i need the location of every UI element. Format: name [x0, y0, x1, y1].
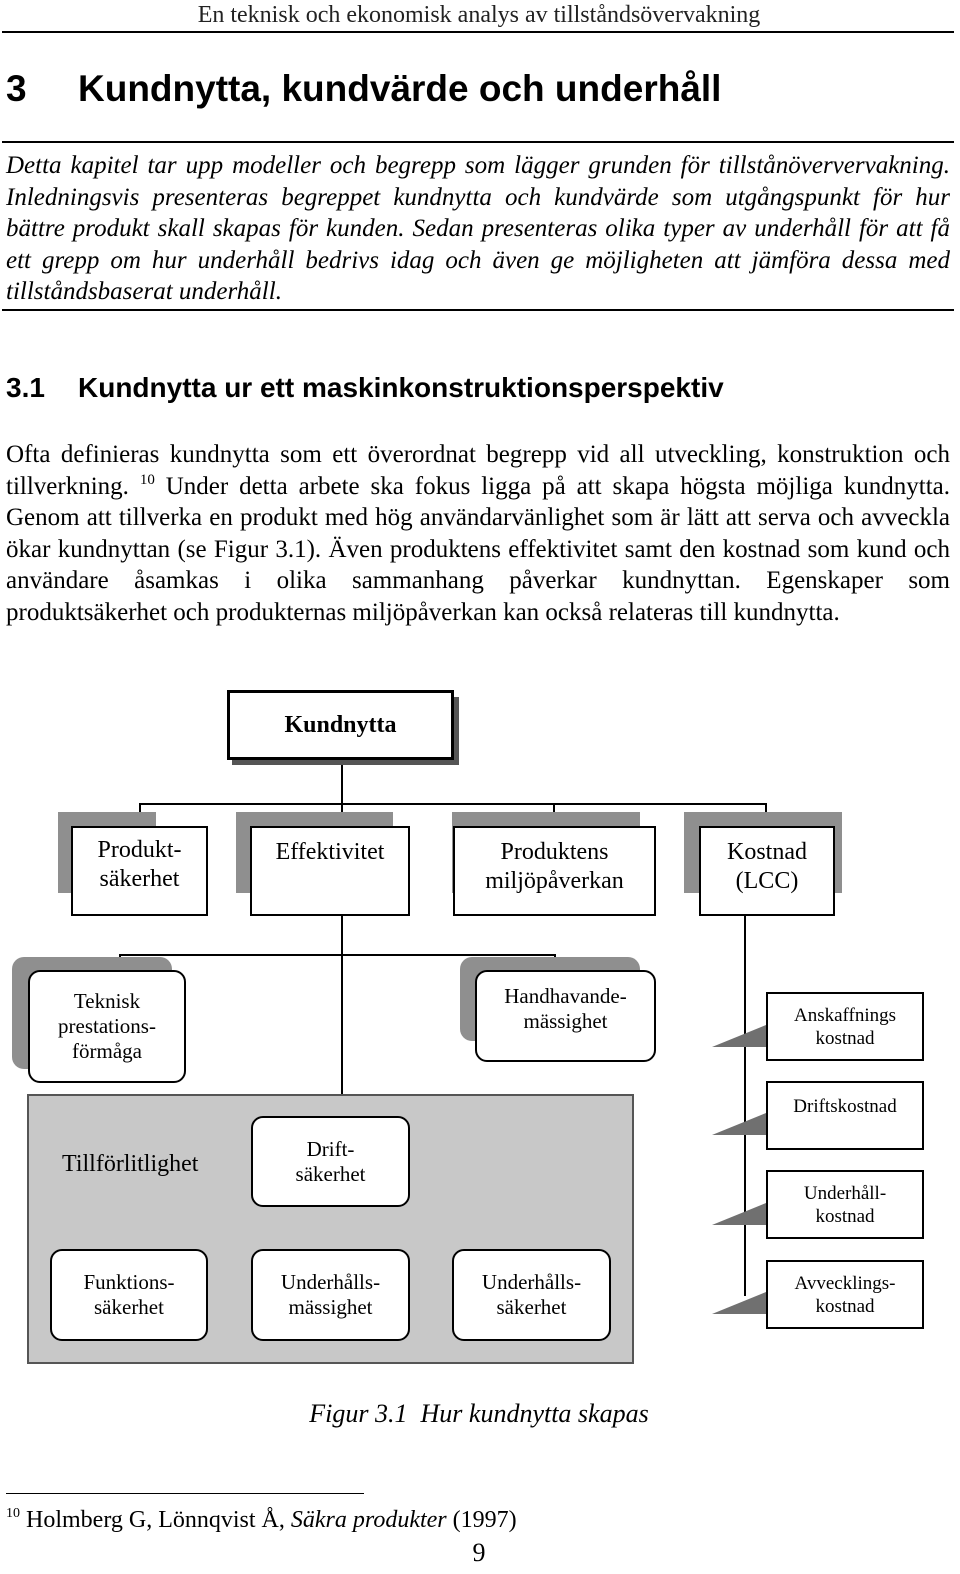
footnote-authors: Holmberg G, Lönnqvist Å, [26, 1507, 291, 1533]
figure-caption: Figur 3.1 Hur kundnytta skapas [309, 1399, 649, 1428]
running-header: En teknisk och ekonomisk analys av tillståndsövervakning [197, 2, 761, 28]
produktsakerhet-line1: Produkt- [97, 837, 182, 863]
underhallkostnad-line1: Underhåll- [803, 1182, 887, 1204]
footnote-number: 10 [6, 1506, 20, 1521]
chapter-number: 3 [6, 68, 27, 109]
footnote-rule [6, 1493, 364, 1494]
handhavande-line1: Handhavande- [504, 984, 627, 1008]
intro-bottom-rule [2, 309, 954, 311]
teknisk-line2: prestations- [58, 1014, 156, 1038]
footnote-ref: 10 [139, 471, 155, 488]
miljo-line1: Produktens [500, 839, 609, 865]
uhsakerhet-line1: Underhålls- [481, 1270, 582, 1294]
footnote-title: Säkra produkter [290, 1507, 447, 1533]
root-label: Kundnytta [284, 711, 397, 738]
teknisk-line1: Teknisk [73, 989, 141, 1013]
anskaffning-line2: kostnad [815, 1027, 875, 1049]
box-produktsakerhet [71, 826, 208, 916]
connector-cost-vertical [744, 916, 746, 1296]
drift-line1: Drift- [306, 1136, 355, 1161]
intro-paragraph: Detta kapitel tar upp modeller och begrepp som lägger grunden för tillstånöververvakning. Inledningsvis presenteras begreppet kundnytta och kundvärde som utgångspunkt för hur bättre produkt skall skapas för kunden. Sedan presenteras olika typer av underhåll för att få ett grepp om hur underhåll bedrivs idag och även ge möjligheten att jämföra dessa med tillståndsbaserat underhåll. [6, 152, 950, 305]
avveckling-line2: kostnad [815, 1295, 875, 1317]
chapter-heading [6, 68, 721, 110]
underhallkostnad-line2: kostnad [815, 1205, 875, 1227]
root-box-kundnytta [227, 690, 454, 760]
box-avvecklingskostnad [766, 1260, 924, 1329]
avveckling-line1: Avvecklings- [794, 1272, 896, 1294]
box-underhallkostnad [766, 1170, 924, 1239]
uhmassighet-line2: mässighet [288, 1295, 373, 1319]
effektivitet-line1: Effektivitet [275, 839, 385, 865]
box-underhallssakerhet [452, 1249, 611, 1341]
arrow-underhall [712, 1203, 766, 1225]
box-handhavandemassighet [475, 970, 656, 1062]
driftskostnad-line1: Driftskostnad [793, 1096, 897, 1117]
connector-root-vertical [341, 760, 343, 1094]
section-title: Kundnytta ur ett maskinkonstruktionsperspektiv [78, 372, 724, 403]
produktsakerhet-line2: säkerhet [99, 866, 180, 892]
footnote-year: (1997) [446, 1507, 517, 1533]
header-rule [2, 31, 954, 33]
anskaffning-line1: Anskaffnings [793, 1004, 897, 1026]
footnote [6, 1507, 517, 1534]
box-funktionssakerhet [50, 1249, 208, 1341]
box-underhallsmassighet [251, 1249, 410, 1341]
box-driftsakerhet [251, 1116, 410, 1207]
connector-level1-horizontal [139, 803, 767, 805]
body-text-part2: Under detta arbete ska fokus ligga på att skapa högsta möjliga kundnytta. Genom att tillverka en produkt med hög användarvänlighet som är lätt att serva och avveckla ökar kundnyttan (se Figur 3.1). Även produktens effektivitet samt den kostnad som kund och användare åsamkas i olika sammanhang påverkar kundnyttan. Egenskaper som produktsäkerhet och produkternas miljöpåverkan kan också relateras till kundnytta. [6, 472, 950, 626]
page-number: 9 [472, 1538, 486, 1567]
chapter-title: Kundnytta, kundvärde och underhåll [78, 68, 722, 109]
box-driftskostnad [766, 1081, 924, 1150]
connector-level2-horizontal [119, 954, 556, 956]
box-anskaffningskostnad [766, 992, 924, 1061]
uhmassighet-line1: Underhålls- [280, 1270, 381, 1294]
arrow-avveckling [712, 1292, 766, 1314]
section-number: 3.1 [6, 372, 45, 403]
box-kostnad [699, 826, 835, 916]
label-tillforlitlighet: Tillförlitlighet [62, 1151, 199, 1177]
intro-top-rule [2, 141, 954, 143]
kostnad-line2: (LCC) [735, 868, 799, 894]
section-heading [6, 372, 724, 404]
handhavande-line2: mässighet [523, 1009, 608, 1033]
body-paragraph [6, 439, 950, 628]
miljo-line2: miljöpåverkan [485, 868, 624, 894]
arrow-anskaffning [712, 1025, 766, 1047]
teknisk-line3: förmåga [72, 1039, 142, 1063]
arrow-drift [712, 1113, 766, 1135]
funktion-line1: Funktions- [83, 1270, 175, 1294]
box-teknisk-prestationsformaga [28, 970, 186, 1083]
kostnad-line1: Kostnad [727, 839, 807, 865]
uhsakerhet-line2: säkerhet [496, 1295, 567, 1319]
box-effektivitet [250, 826, 410, 916]
funktion-line2: säkerhet [94, 1295, 164, 1319]
body-text-part1: Ofta definieras kundnytta som ett överordnat begrepp vid all utveckling, konstruktion och tillverkning. [6, 441, 950, 500]
drift-line2: säkerhet [295, 1161, 366, 1186]
box-miljopaverkan [453, 826, 656, 916]
